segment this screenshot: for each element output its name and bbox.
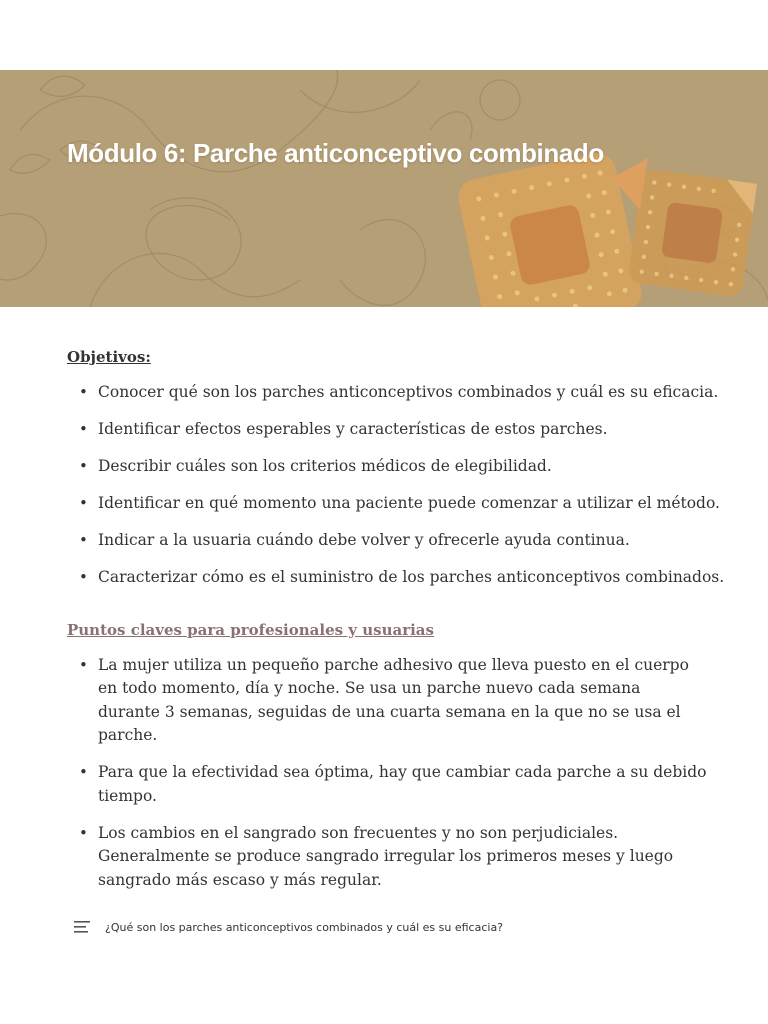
list-item: • La mujer utiliza un pequeño parche adhesivo que lleva puesto en el cuerpo en todo momento, día y noche. Se usa un parche nuevo cada semana durante 3 semanas, seguidas de una cuarta semana en la que no se usa el parche. <box>67 654 707 748</box>
table-of-contents-icon <box>74 920 90 934</box>
module-content <box>67 346 725 906</box>
banner-illustration <box>0 70 768 307</box>
list-item: • Identificar en qué momento una paciente puede comenzar a utilizar el método. <box>67 492 707 516</box>
list-item: • Indicar a la usuaria cuándo debe volver y ofrecerle ayuda continua. <box>67 529 707 553</box>
list-item: • Identificar efectos esperables y características de estos parches. <box>67 418 707 442</box>
key-points-heading: Puntos claves para profesionales y usuarias <box>67 620 434 639</box>
key-points-list <box>67 654 707 893</box>
objectives-list <box>67 381 725 590</box>
list-item: • Caracterizar cómo es el suministro de los parches anticonceptivos combinados. <box>67 566 707 590</box>
page-title: Módulo 6: Parche anticonceptivo combinado <box>67 138 604 168</box>
list-item: • Conocer qué son los parches anticonceptivos combinados y cuál es su eficacia. <box>67 381 707 405</box>
toc-label[interactable]: ¿Qué son los parches anticonceptivos combinados y cuál es su eficacia? <box>105 920 504 934</box>
list-item: • Para que la efectividad sea óptima, hay que cambiar cada parche a su debido tiempo. <box>67 761 707 808</box>
list-item: • Los cambios en el sangrado son frecuentes y no son perjudiciales. Generalmente se produce sangrado irregular los primeros meses y luego sangrado más escaso y más regular. <box>67 822 707 893</box>
objectives-heading: Objetivos: <box>67 348 151 366</box>
list-item: • Describir cuáles son los criterios médicos de elegibilidad. <box>67 455 707 479</box>
module-banner <box>0 70 768 307</box>
table-of-contents-link[interactable] <box>74 920 503 934</box>
